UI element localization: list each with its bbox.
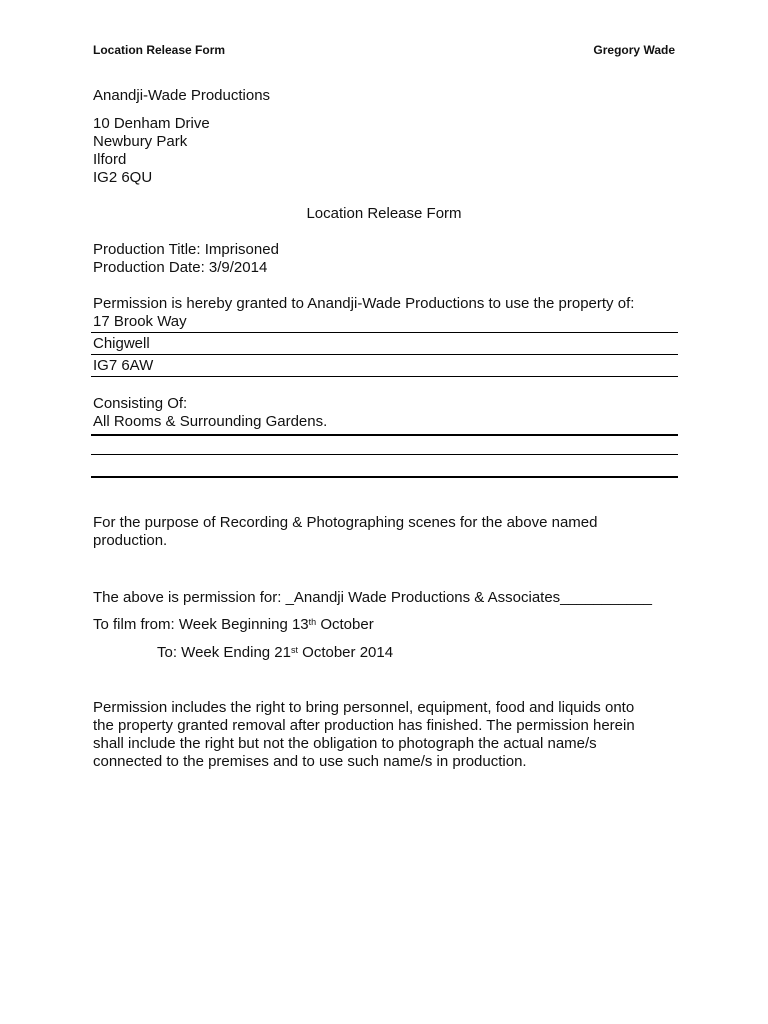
form-rule bbox=[91, 434, 678, 436]
film-to: To: Week Ending 21st October 2014 bbox=[157, 644, 394, 661]
purpose-line: For the purpose of Recording & Photographing scenes for the above named bbox=[93, 514, 598, 531]
address-line: IG2 6QU bbox=[93, 169, 153, 186]
property-line: IG7 6AW bbox=[93, 357, 154, 374]
closing-line: Permission includes the right to bring personnel, equipment, food and liquids onto bbox=[93, 699, 635, 716]
header-doc-title: Location Release Form bbox=[93, 43, 226, 57]
property-line: Chigwell bbox=[93, 335, 150, 352]
address-line: Ilford bbox=[93, 151, 127, 168]
form-rule bbox=[91, 376, 678, 377]
permission-for: The above is permission for: _Anandji Wade Productions & Associates___________ bbox=[93, 589, 652, 606]
consisting-value: All Rooms & Surrounding Gardens. bbox=[93, 413, 328, 430]
consisting-label: Consisting Of: bbox=[93, 395, 188, 412]
production-date: Production Date: 3/9/2014 bbox=[93, 259, 268, 276]
purpose-line: production. bbox=[93, 532, 168, 549]
form-rule bbox=[91, 354, 678, 355]
closing-line: shall include the right but not the obligation to photograph the actual name/s bbox=[93, 735, 597, 752]
header-author: Gregory Wade bbox=[593, 43, 675, 57]
closing-line: connected to the premises and to use such name/s in production. bbox=[93, 753, 527, 770]
form-rule bbox=[91, 454, 678, 455]
company-name: Anandji-Wade Productions bbox=[93, 87, 271, 104]
closing-line: the property granted removal after production has finished. The permission herein bbox=[93, 717, 635, 734]
production-title: Production Title: Imprisoned bbox=[93, 241, 279, 258]
address-line: 10 Denham Drive bbox=[93, 115, 210, 132]
permission-intro: Permission is hereby granted to Anandji-Wade Productions to use the property of: bbox=[93, 295, 635, 312]
form-rule bbox=[91, 332, 678, 333]
form-title: Location Release Form bbox=[306, 205, 462, 222]
form-rule bbox=[91, 476, 678, 478]
address-line: Newbury Park bbox=[93, 133, 188, 150]
film-from: To film from: Week Beginning 13th October bbox=[93, 616, 374, 633]
property-line: 17 Brook Way bbox=[93, 313, 187, 330]
